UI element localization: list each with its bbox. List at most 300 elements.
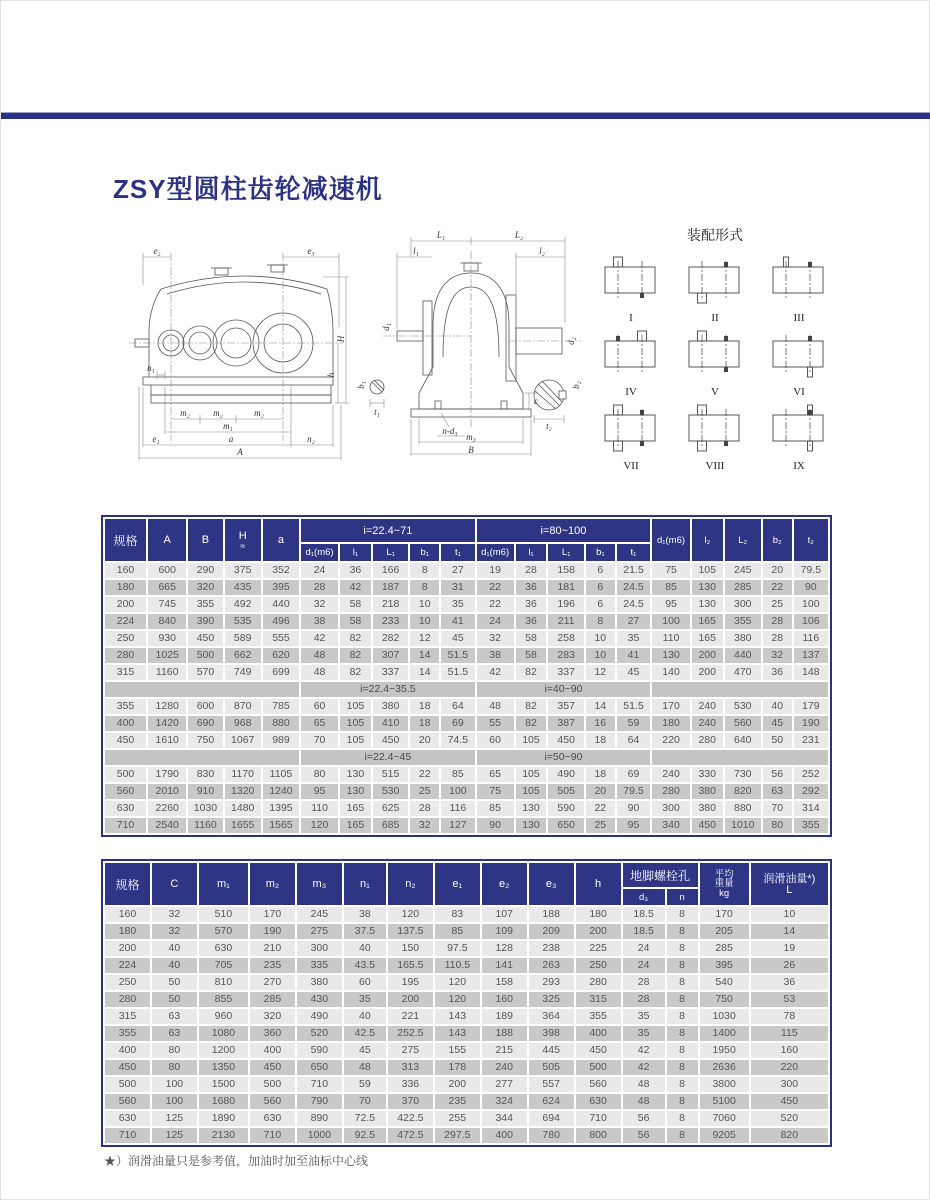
table-cell: 1067 [225, 733, 261, 748]
table-cell: 45 [617, 665, 651, 680]
table-cell: 28 [623, 975, 665, 990]
header-line: H [238, 529, 247, 542]
table-cell: 36 [516, 580, 547, 595]
table-cell: 1320 [225, 784, 261, 799]
dim-label-e1: e₁ [152, 434, 160, 444]
table-cell: 79.5 [794, 563, 828, 578]
dim-label-b1: b₁ [356, 381, 366, 389]
table-cell: 130 [652, 648, 690, 663]
table-cell: 8 [586, 614, 615, 629]
table-cell: 1950 [700, 1043, 749, 1058]
table-cell: 25 [410, 784, 439, 799]
side-view-outline [370, 263, 566, 417]
table-cell: 165 [340, 801, 371, 816]
table-cell: 27 [617, 614, 651, 629]
table-cell: 70 [301, 733, 338, 748]
table-cell: 22 [763, 580, 792, 595]
table-cell: 280 [105, 992, 150, 1007]
table-cell: 83 [435, 907, 480, 922]
table-cell: 165.5 [388, 958, 433, 973]
table-cell: 662 [225, 648, 261, 663]
table-row [105, 767, 828, 782]
table-cell: 42 [477, 665, 514, 680]
table-cell: 435 [225, 580, 261, 595]
table-cell: 570 [199, 924, 248, 939]
table-cell: 355 [794, 818, 828, 833]
table-cell: 450 [188, 631, 222, 646]
table-cell: 35 [623, 1009, 665, 1024]
table-cell: 200 [105, 941, 150, 956]
table-cell: 82 [516, 665, 547, 680]
table-cell: 24 [623, 941, 665, 956]
table-cell: 355 [576, 1009, 621, 1024]
assembly-form-diagram [589, 251, 673, 309]
table-cell: 74.5 [441, 733, 475, 748]
table-cell: 35 [441, 597, 475, 612]
table-cell: 8 [667, 1128, 698, 1143]
table-cell: 240 [652, 767, 690, 782]
table-header-row [105, 863, 828, 887]
table-cell: 166 [373, 563, 409, 578]
table-cell: 570 [188, 665, 222, 680]
table-cell: 158 [482, 975, 527, 990]
table-row [105, 1043, 828, 1058]
table-cell: 21.5 [617, 563, 651, 578]
table-cell: 240 [692, 699, 723, 714]
page-title: ZSY型圆柱齿轮减速机 [113, 174, 383, 204]
table-cell: 100 [441, 784, 475, 799]
table-cell: 490 [548, 767, 584, 782]
table-cell: 188 [482, 1026, 527, 1041]
table-cell: 710 [250, 1128, 295, 1143]
table-cell: 560 [250, 1094, 295, 1109]
table-cell: 170 [652, 699, 690, 714]
table-cell: 238 [529, 941, 574, 956]
table-cell: 12 [586, 665, 615, 680]
table-cell: 300 [751, 1077, 828, 1092]
table-row [105, 992, 828, 1007]
assembly-form-IX [757, 399, 841, 471]
table-cell: 8 [410, 563, 439, 578]
table-cell: 14 [410, 665, 439, 680]
table-cell: 300 [297, 941, 342, 956]
col-header: m₃ [297, 863, 342, 905]
table-cell: 28 [301, 580, 338, 595]
table-cell: 64 [441, 699, 475, 714]
table-cell: 190 [794, 716, 828, 731]
table-cell: 32 [410, 818, 439, 833]
table-cell: 710 [105, 1128, 150, 1143]
table-cell: 80 [152, 1043, 197, 1058]
table-cell: 880 [725, 801, 761, 816]
table-cell: 110.5 [435, 958, 480, 973]
table-cell: 380 [725, 631, 761, 646]
dim-label-L2: L₂ [514, 230, 524, 240]
table-cell: 600 [148, 563, 186, 578]
table-cell: 280 [652, 784, 690, 799]
table-cell: 180 [652, 716, 690, 731]
table-cell: 745 [148, 597, 186, 612]
table-cell: 200 [692, 665, 723, 680]
table-cell: 290 [188, 563, 222, 578]
table-cell: 137 [794, 648, 828, 663]
table-cell: 450 [105, 1060, 150, 1075]
col-header-a: a [263, 519, 299, 561]
table-cell: 189 [482, 1009, 527, 1024]
table-cell: 143 [435, 1026, 480, 1041]
table-cell: 78 [751, 1009, 828, 1024]
table-cell: 352 [263, 563, 299, 578]
table-cell: 880 [263, 716, 299, 731]
table-cell: 235 [435, 1094, 480, 1109]
table-cell: 560 [105, 1094, 150, 1109]
table-cell: 137.5 [388, 924, 433, 939]
assembly-form-diagram [673, 399, 757, 457]
table-row [105, 665, 828, 680]
table-cell: 180 [105, 580, 146, 595]
table-cell: 80 [152, 1060, 197, 1075]
col-header: d₁(m6) [652, 519, 690, 561]
table-cell: 28 [516, 563, 547, 578]
table-cell: 530 [725, 699, 761, 714]
table-cell: 170 [250, 907, 295, 922]
table-cell: 10 [410, 614, 439, 629]
table-cell: 58 [516, 648, 547, 663]
table-cell: 840 [148, 614, 186, 629]
table-cell: 24.5 [617, 580, 651, 595]
col-header: e₃ [529, 863, 574, 905]
table-cell: 85 [435, 924, 480, 939]
table-cell: 28 [763, 614, 792, 629]
table-cell: 335 [297, 958, 342, 973]
table-cell: 520 [751, 1111, 828, 1126]
table-cell: 187 [373, 580, 409, 595]
dim-label-l2: l₂ [539, 246, 545, 256]
table-cell: 19 [477, 563, 514, 578]
table-cell: 6 [586, 597, 615, 612]
table-cell: 32 [763, 648, 792, 663]
table-cell: 220 [652, 733, 690, 748]
dim-label-d1: d₁ [381, 323, 391, 331]
table-cell: 40 [763, 699, 792, 714]
group-header-anchor-bolt-holes: 地脚螺栓孔 [623, 863, 698, 887]
table-cell: 170 [700, 907, 749, 922]
table-cell: 380 [692, 784, 723, 799]
table-cell: 750 [188, 733, 222, 748]
table-cell: 1010 [725, 818, 761, 833]
table-cell: 283 [548, 648, 584, 663]
col-subheader: t₁ [617, 544, 651, 561]
dim-label-t2: t₂ [546, 421, 552, 431]
col-subheader: l₁ [516, 544, 547, 561]
assembly-form-label: II [711, 312, 719, 324]
table-cell: 589 [225, 631, 261, 646]
table-cell: 8 [667, 992, 698, 1007]
table-cell: 1420 [148, 716, 186, 731]
table-cell: 750 [700, 992, 749, 1007]
dim-label-L1: L₁ [436, 230, 446, 240]
table-cell: 200 [388, 992, 433, 1007]
table-cell: 51.5 [441, 648, 475, 663]
header-line: kg [719, 887, 730, 899]
table-cell: 130 [692, 580, 723, 595]
table-cell: 141 [482, 958, 527, 973]
table-cell: 240 [692, 716, 723, 731]
table-cell: 24 [477, 614, 514, 629]
table-cell: 690 [188, 716, 222, 731]
table-cell: 58 [516, 631, 547, 646]
table-cell: 211 [548, 614, 584, 629]
dim-label-m2: m₂ [180, 408, 190, 418]
table-cell: 22 [586, 801, 615, 816]
table-cell: 105 [340, 699, 371, 714]
col-header-spec: 规格 [105, 519, 146, 561]
table-cell: 40 [344, 941, 386, 956]
table-cell: 1400 [700, 1026, 749, 1041]
table-cell: 143 [435, 1009, 480, 1024]
table-cell: 150 [388, 941, 433, 956]
table-cell: 315 [105, 665, 146, 680]
table-cell: 250 [576, 958, 621, 973]
table-cell: 14 [586, 699, 615, 714]
assembly-form-label: VI [793, 386, 805, 398]
table-cell: 64 [617, 733, 651, 748]
table-cell: 10 [586, 631, 615, 646]
table-cell: 500 [105, 1077, 150, 1092]
table-cell: 1160 [148, 665, 186, 680]
table-cell: 380 [692, 801, 723, 816]
table-cell: 82 [340, 631, 371, 646]
table-cell: 285 [725, 580, 761, 595]
table-cell: 1240 [263, 784, 299, 799]
table-cell: 79.5 [617, 784, 651, 799]
table-cell: 450 [576, 1043, 621, 1058]
table-cell: 120 [301, 818, 338, 833]
table-cell: 36 [340, 563, 371, 578]
table-cell: 5100 [700, 1094, 749, 1109]
table-row [105, 1026, 828, 1041]
table-cell: 1610 [148, 733, 186, 748]
table-cell: 116 [794, 631, 828, 646]
table-cell: 224 [105, 958, 150, 973]
table-row [105, 924, 828, 939]
table-row [105, 716, 828, 731]
table-cell: 218 [373, 597, 409, 612]
table-cell: 120 [435, 975, 480, 990]
dim-label-n2: n₂ [307, 434, 315, 444]
table-cell: 422.5 [388, 1111, 433, 1126]
table-cell: 440 [263, 597, 299, 612]
table-cell: 42 [340, 580, 371, 595]
table-cell: 188 [529, 907, 574, 922]
table-cell: 910 [188, 784, 222, 799]
table-cell: 258 [548, 631, 584, 646]
table-cell: 275 [297, 924, 342, 939]
table-cell: 18.5 [623, 907, 665, 922]
table-cell: 19 [751, 941, 828, 956]
table-cell: 870 [225, 699, 261, 714]
col-header: C [152, 863, 197, 905]
table-cell: 82 [340, 665, 371, 680]
table-cell: 12 [410, 631, 439, 646]
table-cell: 100 [652, 614, 690, 629]
table-cell: 42 [623, 1060, 665, 1075]
front-view-outline [135, 265, 333, 403]
table-cell: 440 [725, 648, 761, 663]
table-cell: 930 [148, 631, 186, 646]
table-cell: 59 [617, 716, 651, 731]
table-cell: 540 [700, 975, 749, 990]
table-row [105, 907, 828, 922]
table-row [105, 648, 828, 663]
col-subheader: b₁ [586, 544, 615, 561]
table-cell: 749 [225, 665, 261, 680]
table-cell: 1350 [199, 1060, 248, 1075]
table-cell: 22 [477, 597, 514, 612]
table-cell: 100 [152, 1094, 197, 1109]
table-cell: 25 [763, 597, 792, 612]
table-cell: 855 [199, 992, 248, 1007]
table-cell: 6 [586, 563, 615, 578]
table-cell: 233 [373, 614, 409, 629]
table-cell: 50 [152, 992, 197, 1007]
table-cell: 26 [751, 958, 828, 973]
table-row [105, 801, 828, 816]
table-cell: 90 [794, 580, 828, 595]
table-cell: 292 [794, 784, 828, 799]
table-cell: 42 [623, 1043, 665, 1058]
table-cell: 221 [388, 1009, 433, 1024]
table-row [105, 699, 828, 714]
table-cell: 9205 [700, 1128, 749, 1143]
table-cell: 105 [340, 716, 371, 731]
table-cell: 8 [667, 941, 698, 956]
table-cell: 63 [152, 1026, 197, 1041]
table-cell: 160 [482, 992, 527, 1007]
table-cell: 557 [529, 1077, 574, 1092]
dim-label-n1: n₁ [147, 363, 155, 373]
table-cell: 1890 [199, 1111, 248, 1126]
table-cell: 285 [700, 941, 749, 956]
table-cell: 125 [152, 1111, 197, 1126]
table-cell: 109 [482, 924, 527, 939]
assembly-form-diagram [757, 325, 841, 383]
table-cell: 337 [373, 665, 409, 680]
front-view-dimension-lines [129, 253, 349, 460]
table-cell: 116 [441, 801, 475, 816]
table-cell: 1030 [188, 801, 222, 816]
table-cell: 1655 [225, 818, 261, 833]
table-cell: 48 [301, 665, 338, 680]
table-cell: 36 [516, 614, 547, 629]
table-cell: 60 [477, 733, 514, 748]
table-cell: 38 [301, 614, 338, 629]
table-cell: 35 [344, 992, 386, 1007]
table-cell: 8 [667, 958, 698, 973]
dim-label-m1: m₁ [223, 421, 233, 431]
table-cell: 130 [340, 767, 371, 782]
table-row [105, 682, 828, 697]
table-cell: 685 [373, 818, 409, 833]
table-cell: 510 [199, 907, 248, 922]
table-cell: 620 [263, 648, 299, 663]
table-cell: 130 [340, 784, 371, 799]
table-cell: 340 [652, 818, 690, 833]
dimension-table-2 [101, 859, 832, 1147]
assembly-form-label: IV [625, 386, 637, 398]
group-header-ratio-1: i=22.4~71 [301, 519, 475, 542]
table-cell: 500 [576, 1060, 621, 1075]
table-cell: 10 [586, 648, 615, 663]
table-cell: 968 [225, 716, 261, 731]
col-subheader: t₁ [441, 544, 475, 561]
dimension-table-1 [101, 515, 832, 837]
table-cell: 324 [482, 1094, 527, 1109]
table-cell: 1280 [148, 699, 186, 714]
table-cell: 705 [199, 958, 248, 973]
table-cell: 56 [763, 767, 792, 782]
table-cell: 8 [667, 1060, 698, 1075]
table-cell: 315 [105, 1009, 150, 1024]
table-cell: 830 [188, 767, 222, 782]
table-cell: 505 [529, 1060, 574, 1075]
table-cell: 28 [763, 631, 792, 646]
table-cell: 48 [477, 699, 514, 714]
table-cell: 51.5 [441, 665, 475, 680]
table-cell: 344 [482, 1111, 527, 1126]
table-cell: 263 [529, 958, 574, 973]
table-cell: 130 [516, 818, 547, 833]
table-cell: 82 [340, 648, 371, 663]
header-rule [1, 112, 930, 119]
ratio-range-cell: i=50~90 [477, 750, 651, 765]
table-row [105, 1094, 828, 1109]
table-cell: 960 [199, 1009, 248, 1024]
table-cell [652, 750, 828, 765]
table-cell: 200 [576, 924, 621, 939]
table-cell: 32 [301, 597, 338, 612]
table-cell: 28 [410, 801, 439, 816]
table-cell: 472.5 [388, 1128, 433, 1143]
table-cell: 190 [250, 924, 295, 939]
assembly-form-label: VII [623, 460, 639, 472]
table-cell: 18 [586, 767, 615, 782]
table-cell: 785 [263, 699, 299, 714]
table-row [105, 1111, 828, 1126]
table-cell: 810 [199, 975, 248, 990]
table-cell: 6 [586, 580, 615, 595]
col-header: n₁ [344, 863, 386, 905]
dim-label-e3: e₃ [307, 246, 315, 256]
table-cell: 2010 [148, 784, 186, 799]
dim-label-c: c [534, 396, 538, 406]
table-cell: 225 [576, 941, 621, 956]
table-cell: 370 [388, 1094, 433, 1109]
table-cell: 28 [623, 992, 665, 1007]
table-cell: 18.5 [623, 924, 665, 939]
table-row [105, 818, 828, 833]
table-cell: 325 [529, 992, 574, 1007]
table-row [105, 580, 828, 595]
col-header-B: B [188, 519, 222, 561]
table-cell: 155 [435, 1043, 480, 1058]
table-cell: 27 [441, 563, 475, 578]
assembly-form-I [589, 251, 673, 323]
dim-label-t1: t₁ [374, 407, 380, 417]
table-cell: 36 [763, 665, 792, 680]
table-cell: 106 [794, 614, 828, 629]
header-line: 重量 [714, 878, 734, 890]
